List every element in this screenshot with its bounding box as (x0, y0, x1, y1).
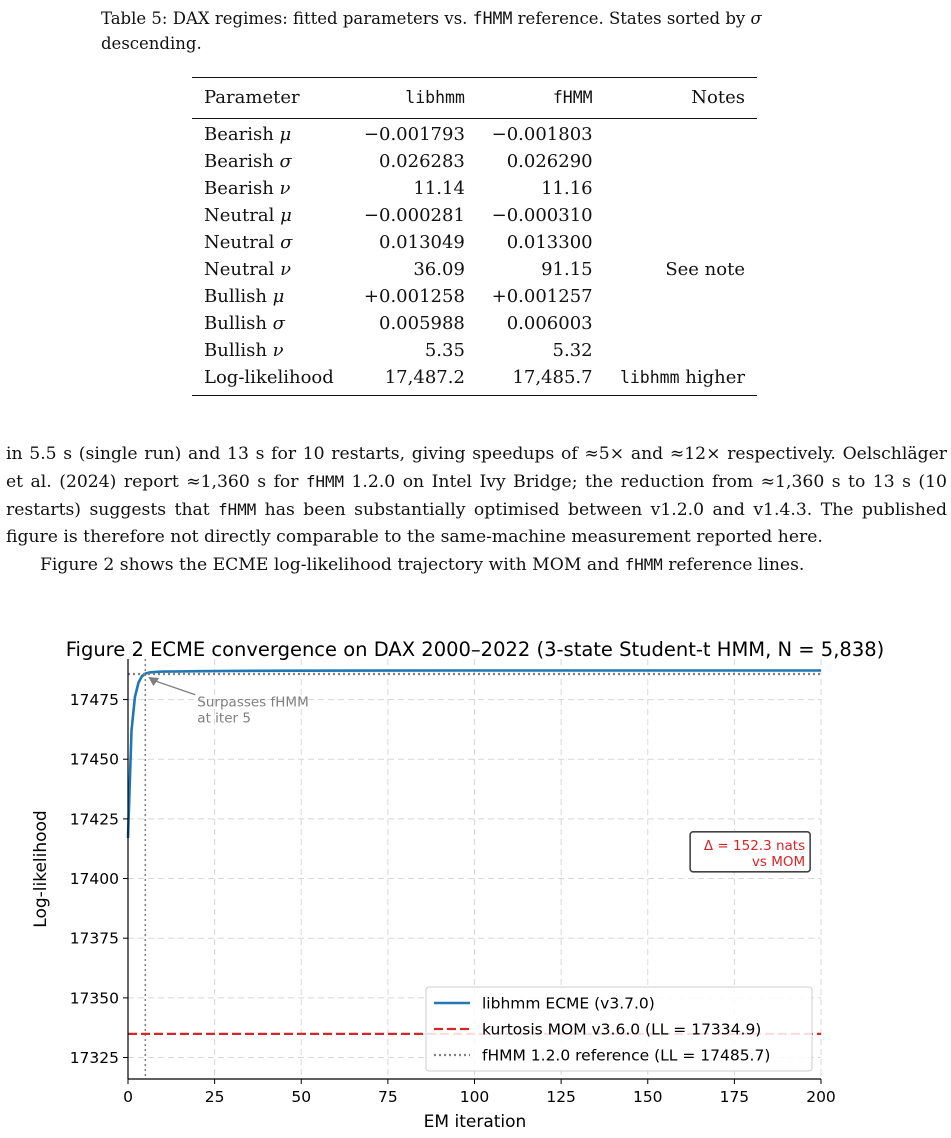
inline-code: fHMM (218, 500, 257, 519)
parameter-state: Log-likelihood (204, 367, 334, 388)
cell-fhmm: 0.026290 (506, 151, 593, 172)
x-tick-label: 0 (123, 1088, 133, 1106)
header-notes: Notes (691, 87, 745, 108)
cell-fhmm: −0.000310 (491, 205, 593, 226)
inline-code: fHMM (624, 555, 663, 574)
cell-libhmm: 0.026283 (379, 151, 465, 172)
y-tick-label: 17350 (69, 989, 119, 1008)
legend-label-2: fHMM 1.2.0 reference (LL = 17485.7) (482, 1046, 771, 1065)
table-row (192, 175, 757, 202)
table-row (192, 337, 757, 364)
x-tick-label: 175 (719, 1088, 750, 1106)
cell-note (605, 337, 757, 364)
text-run: in 5.5 s (single run) and 13 s for 10 restarts, giving speedups of ≈5× and ≈12× respectively. Oelschläger et al. (2024) report ≈1,360 s for (6, 444, 947, 492)
cell-parameter (192, 229, 349, 256)
y-tick-label: 17425 (69, 810, 119, 829)
parameter-symbol: ν (272, 340, 284, 361)
table-row (192, 364, 757, 396)
cell-fhmm: 91.15 (541, 259, 593, 280)
paragraph-performance (6, 441, 947, 551)
cell-libhmm: 5.35 (424, 340, 465, 361)
header-libhmm: libhmm (405, 88, 465, 107)
y-tick-label: 17450 (69, 750, 119, 769)
cell-parameter (192, 148, 349, 175)
cell-note (605, 119, 757, 149)
table-row (192, 202, 757, 229)
text-run: 1.2.0 on Intel Ivy Bridge; the reduction from ≈1,360 s to 13 s (10 restarts) suggests that (6, 472, 947, 520)
y-tick-label: 17375 (69, 929, 119, 948)
annotation-surpasses-text: at iter 5 (197, 710, 251, 727)
x-tick-label: 100 (459, 1088, 490, 1106)
parameter-state: Bearish (204, 124, 274, 145)
cell-parameter (192, 202, 349, 229)
cell-note (605, 175, 757, 202)
cell-note (605, 148, 757, 175)
parameters-table (192, 77, 757, 396)
legend-label-1: kurtosis MOM v3.6.0 (LL = 17334.9) (482, 1020, 762, 1039)
parameter-state: Bullish (204, 313, 267, 334)
chart-title: Figure 2 ECME convergence on DAX 2000–2022 (3-state Student-t HMM, N = 5,838) (65, 638, 885, 661)
y-tick-label: 17475 (69, 691, 119, 710)
table-body (192, 119, 757, 396)
cell-libhmm: 11.14 (413, 178, 465, 199)
parameter-state: Neutral (204, 259, 275, 280)
cell-note (605, 283, 757, 310)
parameter-state: Bullish (204, 286, 267, 307)
header-parameter: Parameter (204, 87, 300, 108)
note-code: libhmm (619, 368, 680, 387)
cell-fhmm: 11.16 (541, 178, 593, 199)
table-row (192, 256, 757, 283)
x-tick-label: 50 (291, 1088, 312, 1106)
table-row (192, 148, 757, 175)
cell-parameter (192, 283, 349, 310)
cell-parameter (192, 364, 349, 396)
legend-label-0: libhmm ECME (v3.7.0) (482, 994, 655, 1013)
cell-libhmm: 0.005988 (379, 313, 465, 334)
y-tick-label: 17325 (69, 1049, 119, 1068)
table-row (192, 283, 757, 310)
caption-text-middle: reference. States sorted by (512, 9, 751, 28)
x-tick-label: 25 (204, 1088, 225, 1106)
caption-text-after: descending. (101, 34, 202, 53)
x-tick-label: 75 (378, 1088, 398, 1106)
parameter-symbol: μ (272, 286, 285, 307)
parameter-symbol: μ (280, 205, 292, 226)
cell-note (605, 256, 757, 283)
cell-fhmm: 0.006003 (506, 313, 593, 334)
table-row (192, 229, 757, 256)
text-run: has been substantially optimised between v1.2.0 and v1.4.3. The published figure is therefore not directly comparable to the same-machine measurement reported here. (6, 500, 947, 547)
cell-note (605, 202, 757, 229)
parameter-symbol: ν (280, 259, 292, 280)
caption-symbol: σ (750, 9, 762, 28)
table-row (192, 119, 757, 149)
text-run: Figure 2 shows the ECME log-likelihood trajectory with MOM and (40, 555, 625, 575)
cell-parameter (192, 310, 349, 337)
cell-parameter (192, 119, 349, 149)
caption-code: fHMM (472, 9, 513, 28)
annotation-arrow-shaft (155, 681, 195, 695)
cell-libhmm: +0.001258 (363, 286, 465, 307)
body-text (6, 441, 947, 579)
cell-libhmm: 36.09 (413, 259, 465, 280)
cell-libhmm: 0.013049 (379, 232, 465, 253)
parameter-symbol: μ (279, 124, 292, 145)
parameter-symbol: σ (272, 313, 285, 334)
text-run: reference lines. (662, 555, 805, 575)
cell-fhmm: −0.001803 (491, 124, 593, 145)
paragraph-figure-reference (6, 551, 947, 579)
cell-parameter (192, 175, 349, 202)
delta-annotation-text: Δ = 152.3 nats (703, 837, 806, 854)
x-axis-label: EM iteration (423, 1112, 527, 1132)
parameter-state: Bearish (204, 151, 274, 172)
x-tick-label: 150 (632, 1088, 663, 1106)
annotation-surpasses-text: Surpasses fHMM (197, 694, 309, 711)
table-caption (101, 6, 861, 56)
cell-fhmm: +0.001257 (491, 286, 593, 307)
parameter-symbol: σ (280, 232, 293, 253)
cell-note (605, 229, 757, 256)
table-header-row (192, 78, 757, 119)
cell-libhmm: −0.000281 (363, 205, 465, 226)
parameter-state: Bullish (204, 340, 267, 361)
note-text: See note (665, 259, 745, 280)
table-row (192, 310, 757, 337)
cell-parameter (192, 256, 349, 283)
header-fhmm: fHMM (552, 88, 593, 107)
convergence-figure (0, 632, 951, 1138)
cell-note (605, 310, 757, 337)
cell-libhmm: −0.001793 (363, 124, 465, 145)
cell-libhmm: 17,487.2 (384, 367, 465, 388)
cell-fhmm: 0.013300 (506, 232, 593, 253)
x-tick-label: 200 (806, 1088, 836, 1106)
parameter-symbol: σ (279, 151, 292, 172)
inline-code: fHMM (305, 472, 345, 491)
parameter-state: Neutral (204, 205, 275, 226)
delta-annotation-text: vs MOM (751, 853, 806, 870)
parameter-state: Bearish (204, 178, 274, 199)
parameter-symbol: ν (279, 178, 291, 199)
caption-text-before: DAX regimes: fitted parameters vs. (167, 9, 473, 28)
x-tick-label: 125 (546, 1088, 576, 1106)
y-tick-label: 17400 (69, 870, 119, 889)
y-axis-label: Log-likelihood (31, 810, 51, 928)
parameter-state: Neutral (204, 232, 275, 253)
cell-fhmm: 5.32 (552, 340, 593, 361)
note-text: higher (679, 367, 745, 388)
caption-label: Table 5: (101, 9, 168, 28)
cell-note (605, 364, 757, 396)
cell-parameter (192, 337, 349, 364)
cell-fhmm: 17,485.7 (512, 367, 593, 388)
